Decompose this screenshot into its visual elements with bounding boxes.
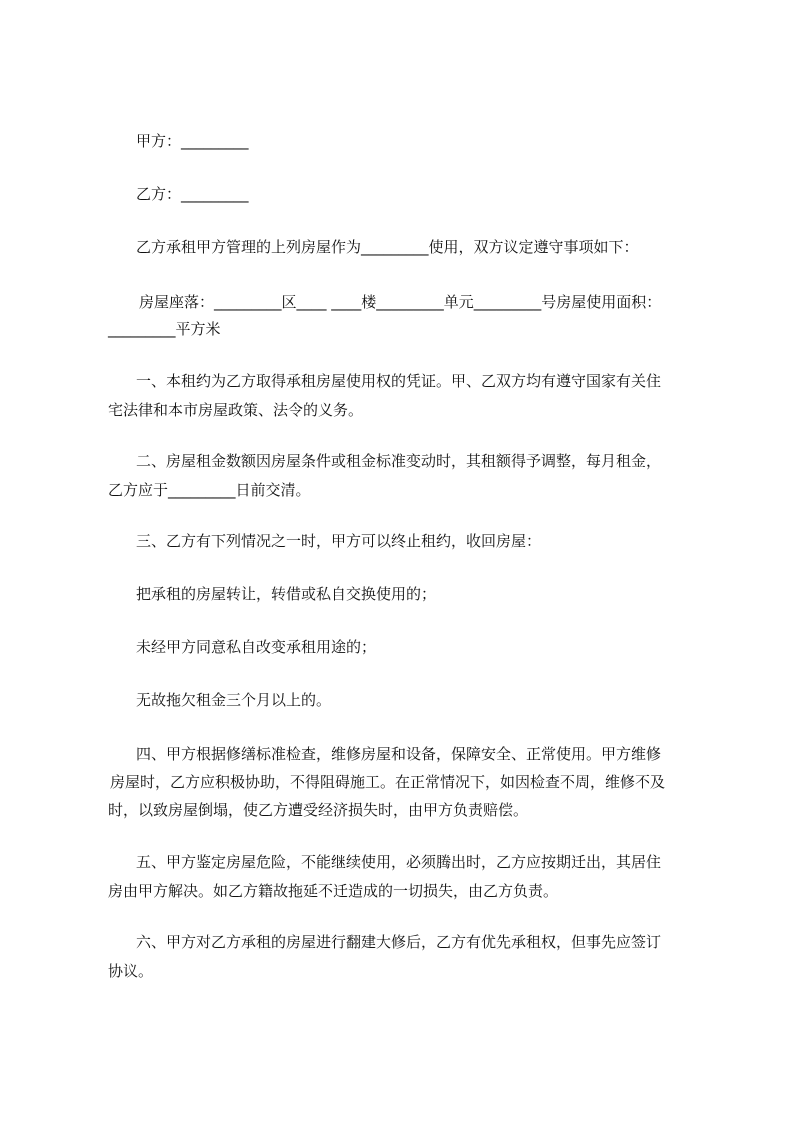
clause-5-line-1: 五、甲方鉴定房屋危险，不能继续使用，必须腾出时，乙方应按期迁出，其居住 — [136, 853, 662, 871]
clause-5-paragraph — [108, 848, 703, 905]
purpose-text: 乙方承租甲方管理的上列房屋作为_________使用，双方议定遵守事项如下： — [136, 238, 639, 256]
clause-6-paragraph — [108, 928, 703, 985]
clause-1-line-2: 宅法律和本市房屋政策、法令的义务。 — [108, 401, 364, 419]
location-paragraph — [108, 288, 703, 343]
clause-2-paragraph — [108, 447, 703, 504]
clause-1-line-1: 一、本租约为乙方取得承租房屋使用权的凭证。甲、乙双方均有遵守国家有关住 — [136, 372, 662, 390]
party-b-text: 乙方：_________ — [136, 185, 249, 203]
clause-5-line-2: 房由甲方解决。如乙方籍故拖延不迁造成的一切损失，由乙方负责。 — [108, 882, 559, 900]
party-a-text: 甲方：_________ — [136, 132, 249, 150]
clause-3-intro — [108, 527, 703, 555]
clause-4-paragraph — [108, 740, 703, 824]
clause-2-line-1: 二、房屋租金数额因房屋条件或租金标准变动时，其租额得予调整，每月租金， — [136, 452, 662, 470]
clause-6-line-1: 六、甲方对乙方承租的房屋进行翻建大修后，乙方有优先承租权，但事先应签订 — [136, 933, 662, 951]
clause-3-item-3-text: 无故拖欠租金三个月以上的。 — [136, 691, 332, 709]
party-b-line — [108, 180, 703, 208]
clause-3-intro-text: 三、乙方有下列情况之一时，甲方可以终止租约，收回房屋： — [136, 532, 542, 550]
party-a-line — [108, 127, 703, 155]
purpose-paragraph — [108, 233, 703, 261]
clause-6-line-2: 协议。 — [108, 962, 154, 980]
clause-2-line-2: 乙方应于_________日前交清。 — [108, 481, 311, 499]
clause-3-item-1-text: 把承租的房屋转让，转借或私自交换使用的； — [136, 585, 437, 603]
clause-4-line-2: 房屋时，乙方应积极协助，不得阻碍施工。在正常情况下，如因检查不周，维修不及 — [110, 773, 666, 791]
clause-1-paragraph — [108, 367, 703, 424]
clause-3-item-2 — [108, 633, 703, 661]
location-line-1: 房屋座落：_________区____ ____楼_________单元_________号房屋使用面积： — [139, 293, 662, 311]
clause-4-line-3: 时，以致房屋倒塌，使乙方遭受经济损失时，由甲方负责赔偿。 — [108, 801, 529, 819]
clause-3-item-1 — [108, 580, 703, 608]
clause-4-line-1: 四、甲方根据修缮标准检查，维修房屋和设备，保障安全、正常使用。甲方维修 — [136, 745, 662, 763]
clause-3-item-3 — [108, 686, 703, 714]
clause-3-item-2-text: 未经甲方同意私自改变承租用途的； — [136, 638, 377, 656]
location-line-2: _________平方米 — [108, 320, 221, 338]
